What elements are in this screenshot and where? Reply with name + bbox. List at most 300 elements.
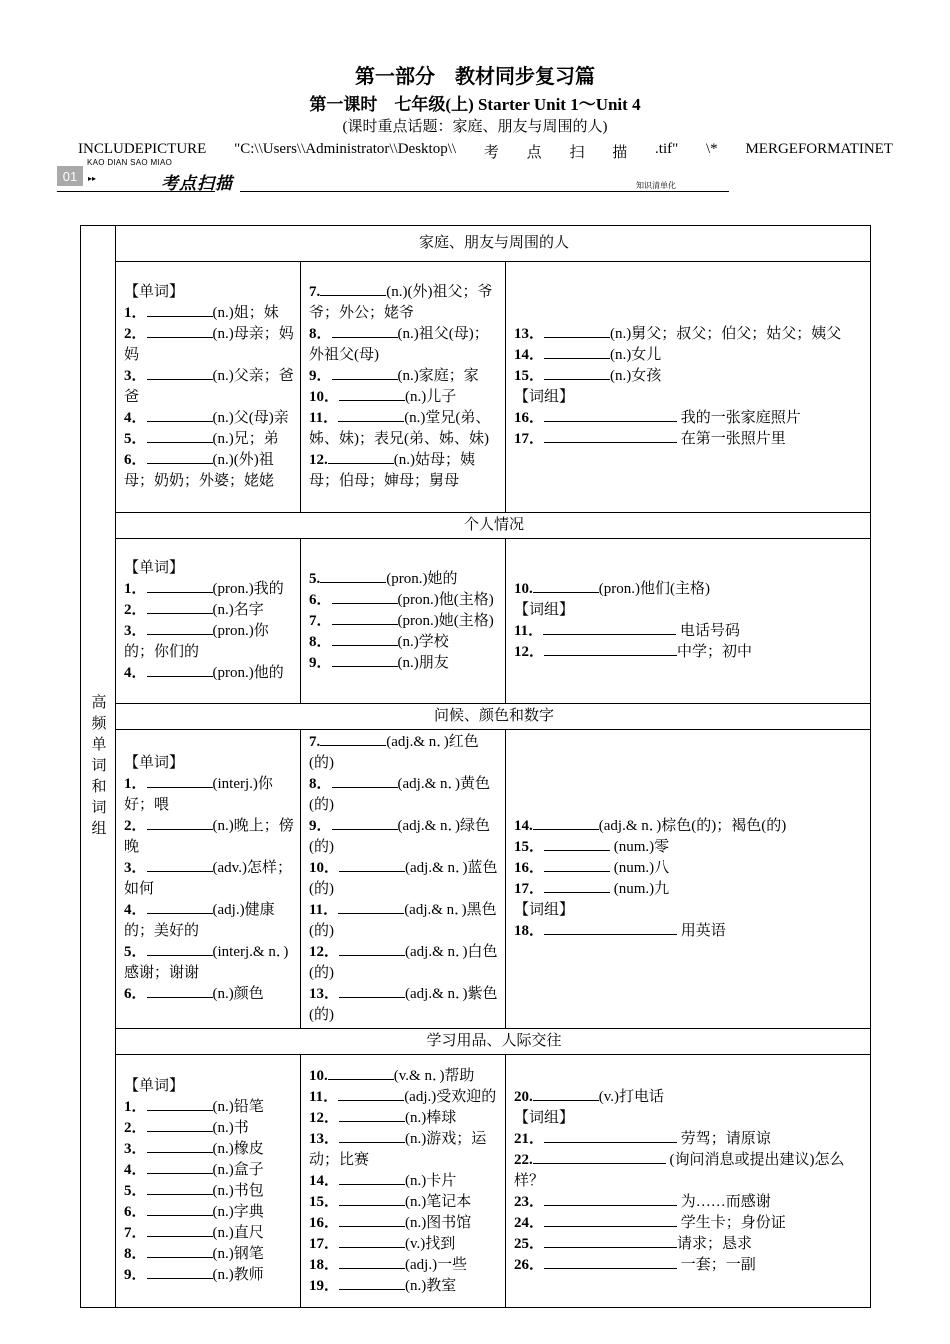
answer-blank[interactable] [339,985,405,998]
item-number: 3． [124,368,147,384]
item-text: (n.)盒子 [212,1162,264,1178]
vocab-cell [506,730,871,1029]
item-number: 25． [514,1235,545,1252]
item-text: (adj.& n．)白色(的) [309,944,498,981]
group-label [514,1108,864,1129]
answer-blank[interactable] [533,1151,666,1164]
vocab-item [514,1087,864,1108]
vocab-item [309,632,499,653]
item-text: (n.)直尺 [212,1225,264,1241]
vocab-item [124,858,294,900]
item-text: (n.)教室 [405,1277,457,1294]
item-text: 中学；初中 [677,644,753,660]
item-number: 6． [124,986,147,1002]
answer-blank[interactable] [339,1193,405,1206]
answer-blank[interactable] [332,367,398,380]
group-label [514,600,864,621]
group-label [124,1076,294,1097]
item-number: 18． [514,923,545,939]
item-text: (n.)橡皮 [212,1141,264,1157]
item-text: (n.)颜色 [212,986,264,1002]
answer-blank[interactable] [147,985,213,998]
item-text: (n.)堂兄(弟、姊、妹)；表兄(弟、姊、妹) [309,410,491,447]
answer-blank[interactable] [332,654,398,667]
item-number: 13． [309,1130,340,1147]
answer-blank[interactable] [544,838,610,851]
include-token: \* [706,141,718,157]
item-number: 1． [124,305,147,321]
item-number: 12． [309,944,340,960]
vocab-item [124,621,294,663]
item-text: (adj.& n．)黑色(的) [309,902,497,939]
item-number: 16． [514,860,545,876]
item-text: 【单词】 [124,755,185,771]
answer-blank[interactable] [533,817,599,830]
item-text: (adj.)受欢迎的 [404,1088,497,1105]
answer-blank[interactable] [544,367,610,380]
vocab-item [309,590,499,611]
vocab-item [514,1150,864,1192]
answer-blank[interactable] [147,1098,213,1111]
vocab-item [124,600,294,621]
item-text: (n.)书 [212,1120,249,1136]
answer-blank[interactable] [533,1088,599,1101]
vocab-item [309,1087,499,1108]
side-label-cell [81,226,116,1308]
vocab-item [514,366,864,387]
vocab-item [514,579,864,600]
item-text: (pron.)他的 [212,665,284,681]
vocab-item [309,1213,499,1234]
item-text: (adj.& n．)红色(的) [309,734,479,771]
group-label [124,282,294,303]
vocab-item [514,345,864,366]
answer-blank[interactable] [147,409,213,422]
vocab-item [124,1181,294,1202]
vocab-item [124,984,294,1005]
item-text: (adj.& n．)紫色(的) [309,986,498,1023]
vocab-item [514,837,864,858]
section-heading: 问候、颜色和数字 [116,704,871,730]
item-number: 3． [124,1141,147,1157]
vocab-item [124,774,294,816]
item-text: 【词组】 [514,1109,575,1126]
answer-blank[interactable] [147,367,213,380]
answer-blank[interactable] [147,1182,213,1195]
vocabulary-table [80,225,871,1308]
answer-blank[interactable] [147,1224,213,1237]
item-text: (n.)女孩 [610,368,662,384]
item-text: (n.)朋友 [397,654,449,671]
item-number: 13． [514,326,545,342]
answer-blank[interactable] [147,1161,213,1174]
item-number: 14. [514,818,533,834]
item-text: (n.)儿子 [405,389,457,405]
vocab-cell [506,1055,871,1308]
item-number: 22. [514,1151,533,1168]
item-text: (n.)姑母；姨母；伯母；婶母；舅母 [309,452,475,489]
item-number: 1． [124,776,147,792]
item-text: (n.)卡片 [405,1172,457,1189]
vocab-item [309,1192,499,1213]
vocab-cell [116,539,301,704]
section-banner [57,158,729,194]
include-token: INCLUDEPICTURE [78,141,207,157]
answer-blank[interactable] [332,633,398,646]
answer-blank[interactable] [332,591,398,604]
item-text: (n.)笔记本 [405,1193,472,1210]
vocab-item [124,942,294,984]
item-text: (n.)祖父(母)；外祖父(母) [309,326,489,363]
banner-rule-thick [57,191,215,192]
item-text: 请求；恳求 [677,1235,753,1252]
vocab-item [124,450,294,492]
vocab-item [514,621,864,642]
banner-caption: 知识清单化 [636,181,676,190]
vocab-item [124,429,294,450]
vocab-item [514,879,864,900]
item-number: 12. [309,452,328,468]
item-number: 16． [309,1214,340,1231]
answer-blank[interactable] [320,283,386,296]
answer-blank[interactable] [339,1130,405,1143]
item-number: 4． [124,902,147,918]
item-number: 7． [124,1225,147,1241]
item-text: (pron.)他(主格) [397,591,494,608]
answer-blank[interactable] [147,601,213,614]
item-text: (n.)父亲；爸爸 [124,368,294,405]
item-number: 2． [124,1120,147,1136]
item-text: (adj.& n．)黄色(的) [309,776,490,813]
vocab-item [309,282,499,324]
item-text: (pron.)他们(主格) [598,581,710,597]
item-number: 20. [514,1088,533,1105]
vocab-cell [116,262,301,513]
item-number: 9． [309,368,332,384]
item-number: 23． [514,1193,545,1210]
item-number: 16． [514,410,545,426]
answer-blank[interactable] [147,622,213,635]
vocab-item [514,816,864,837]
answer-blank[interactable] [544,1235,677,1248]
answer-blank[interactable] [339,943,405,956]
include-token: 描 [612,145,628,161]
vocab-item [309,324,499,366]
item-number: 12． [514,644,545,660]
item-text: (n.)(外)祖母；奶奶；外婆；姥姥 [124,452,275,489]
item-text: (n.)图书馆 [405,1214,472,1231]
item-number: 10. [309,1067,328,1084]
item-text: (n.)棒球 [405,1109,457,1126]
answer-blank[interactable] [328,451,394,464]
item-number: 24． [514,1214,545,1231]
include-token: 扫 [569,145,585,161]
item-number: 1． [124,1099,147,1115]
banner-rule-thin [240,191,729,192]
answer-blank[interactable] [147,664,213,677]
answer-blank[interactable] [544,1130,677,1143]
vocab-item [309,774,499,816]
item-text: (pron.)她的 [386,570,458,587]
include-token: 点 [526,145,542,161]
item-text: (n.)教师 [212,1267,264,1283]
item-text: (n.)字典 [212,1204,264,1220]
vocab-item [514,858,864,879]
vocab-item [124,900,294,942]
item-number: 7. [309,284,321,300]
answer-blank[interactable] [332,817,398,830]
item-number: 2． [124,602,147,618]
vocab-item [124,1244,294,1265]
answer-blank[interactable] [332,325,398,338]
answer-blank[interactable] [332,612,398,625]
vocab-item [309,1066,499,1087]
section-heading: 学习用品、人际交往 [116,1029,871,1055]
item-text: 一套；一副 [677,1256,756,1273]
answer-blank[interactable] [147,430,213,443]
vocab-item [124,1097,294,1118]
answer-blank[interactable] [544,880,610,893]
vocab-item [124,579,294,600]
include-token: .tif" [655,141,679,157]
answer-blank[interactable] [339,1277,405,1290]
answer-blank[interactable] [544,430,677,443]
answer-blank[interactable] [544,409,677,422]
vocab-item [514,408,864,429]
item-text: (adj.& n．)棕色(的)；褐色(的) [598,818,787,834]
answer-blank[interactable] [147,1266,213,1279]
item-text: 【词组】 [514,602,575,618]
item-text: (n.)书包 [212,1183,264,1199]
item-number: 17． [514,431,545,447]
answer-blank[interactable] [339,388,405,401]
lesson-subtitle: 第一课时 七年级(上) Starter Unit 1～Unit 4 [309,95,641,114]
item-number: 9． [124,1267,147,1283]
item-text: (n.)家庭；家 [397,368,479,384]
answer-blank[interactable] [147,901,213,914]
item-number: 6． [124,1204,147,1220]
vocab-cell [506,539,871,704]
item-text: (adj.)一些 [405,1256,468,1273]
answer-blank[interactable] [544,1256,677,1269]
answer-blank[interactable] [544,859,610,872]
item-text: 【单词】 [124,1078,185,1094]
item-number: 8． [124,1246,147,1262]
vocab-item [309,569,499,590]
double-arrow-icon: ▸▸ [88,174,97,183]
item-number: 11． [309,902,339,918]
answer-blank[interactable] [338,409,404,422]
vocab-item [309,653,499,674]
item-text: 【词组】 [514,902,575,918]
answer-blank[interactable] [147,1119,213,1132]
item-text: (adj.& n．)蓝色(的) [309,860,498,897]
item-number: 15． [514,839,545,855]
item-number: 8． [309,326,332,342]
item-number: 21． [514,1130,545,1147]
answer-blank[interactable] [320,570,386,583]
item-text: (num.)零 [610,839,670,855]
vocab-item [514,429,864,450]
vocab-item [309,1234,499,1255]
item-number: 14． [309,1172,340,1189]
vocab-item [514,1192,864,1213]
vocab-cell [301,730,506,1029]
answer-blank[interactable] [533,580,599,593]
item-number: 11． [309,410,339,426]
answer-blank[interactable] [339,1172,405,1185]
item-number: 14． [514,347,545,363]
answer-blank[interactable] [147,1245,213,1258]
item-text: 用英语 [677,923,726,939]
vocab-item [309,1255,499,1276]
item-text: 【单词】 [124,284,185,300]
item-text: (n.)游戏；运动；比赛 [309,1130,487,1168]
item-number: 17． [514,881,545,897]
item-text: (n.)晚上；傍晚 [124,818,294,855]
include-token: 考 [483,145,499,161]
item-number: 5． [124,1183,147,1199]
banner-pinyin: KAO DIAN SAO MIAO [87,158,173,167]
item-number: 5． [124,944,147,960]
item-text: 在第一张照片里 [677,431,786,447]
answer-blank[interactable] [544,1214,677,1227]
answer-blank[interactable] [544,643,677,656]
vocab-item [309,387,499,408]
vocab-item [309,942,499,984]
answer-blank[interactable] [320,733,386,746]
vocab-cell [506,262,871,513]
item-text: (n.)女儿 [610,347,662,363]
item-number: 7. [309,734,321,750]
vocab-item [309,1129,499,1171]
item-text: (num.)九 [610,881,670,897]
answer-blank[interactable] [338,1088,404,1101]
section-heading: 个人情况 [116,513,871,539]
answer-blank[interactable] [339,1109,405,1122]
item-text: (询问消息或提出建议)怎么样？ [514,1151,845,1189]
vocab-item [514,642,864,663]
item-number: 18． [309,1256,340,1273]
item-text: (n.)母亲；妈妈 [124,326,294,363]
vocab-item [309,732,499,774]
answer-blank[interactable] [544,325,610,338]
page-title: 第一部分 教材同步复习篇 [355,66,595,88]
vocab-item [309,984,499,1026]
answer-blank[interactable] [147,1203,213,1216]
answer-blank[interactable] [328,1067,394,1080]
include-token: MERGEFORMATINET [745,141,893,157]
vocab-item [124,816,294,858]
vocab-item [309,408,499,450]
vocab-item [514,921,864,942]
item-number: 1． [124,581,147,597]
vocab-cell [301,539,506,704]
answer-blank[interactable] [339,1235,405,1248]
topic-note: (课时重点话题：家庭、朋友与周围的人) [342,119,608,135]
vocab-item [124,324,294,366]
answer-blank[interactable] [339,1214,405,1227]
item-text: (pron.)她(主格) [397,612,494,629]
item-text: (interj.& n．)感谢；谢谢 [124,944,289,981]
item-text: 【单词】 [124,560,185,576]
item-text: (n.)舅父；叔父；伯父；姑父；姨父 [610,326,842,342]
item-number: 5. [309,570,321,587]
item-number: 6． [309,591,332,608]
group-label [514,900,864,921]
item-number: 2． [124,326,147,342]
answer-blank[interactable] [147,304,213,317]
answer-blank[interactable] [338,901,404,914]
vocab-cell [301,1055,506,1308]
item-number: 10. [514,581,533,597]
group-label [514,387,864,408]
item-number: 15． [514,368,545,384]
item-number: 8． [309,633,332,650]
vocab-item [124,1139,294,1160]
vocab-cell [301,262,506,513]
item-text: (adj.& n．)绿色(的) [309,818,490,855]
answer-blank[interactable] [147,817,213,830]
item-text: (v.& n．)帮助 [393,1067,475,1084]
item-number: 3． [124,623,147,639]
answer-blank[interactable] [544,922,677,935]
vocab-item [124,1202,294,1223]
vocab-item [514,1213,864,1234]
side-label: 高频单词和词组 [91,695,107,837]
answer-blank[interactable] [339,1256,405,1269]
item-number: 15． [309,1193,340,1210]
answer-blank[interactable] [147,325,213,338]
banner-number: 01 [57,166,83,186]
answer-blank[interactable] [544,346,610,359]
answer-blank[interactable] [339,859,405,872]
answer-blank[interactable] [147,859,213,872]
answer-blank[interactable] [543,622,676,635]
vocab-cell [116,1055,301,1308]
vocab-item [514,1234,864,1255]
item-number: 4． [124,410,147,426]
answer-blank[interactable] [332,775,398,788]
banner-heading: 考点扫描 [161,174,233,194]
item-number: 9． [309,654,332,671]
vocab-item [124,303,294,324]
item-number: 26． [514,1256,545,1273]
item-number: 19． [309,1277,340,1294]
section-heading: 家庭、朋友与周围的人 [116,226,871,262]
answer-blank[interactable] [147,451,213,464]
item-text: (n.)父(母)亲 [212,410,289,426]
answer-blank[interactable] [147,943,213,956]
answer-blank[interactable] [544,1193,677,1206]
answer-blank[interactable] [147,775,213,788]
answer-blank[interactable] [147,1140,213,1153]
item-text: (pron.)我的 [212,581,284,597]
answer-blank[interactable] [147,580,213,593]
item-number: 4． [124,1162,147,1178]
vocab-item [124,1223,294,1244]
item-number: 8． [309,776,332,792]
vocab-item [309,1276,499,1297]
item-text: (n.)学校 [397,633,449,650]
item-text: (n.)名字 [212,602,264,618]
vocab-item [124,1160,294,1181]
item-text: 电话号码 [676,623,740,639]
group-label [124,558,294,579]
item-text: (pron.)你的；你们的 [124,623,269,660]
vocab-cell [116,730,301,1029]
item-text: (n.)钢笔 [212,1246,264,1262]
